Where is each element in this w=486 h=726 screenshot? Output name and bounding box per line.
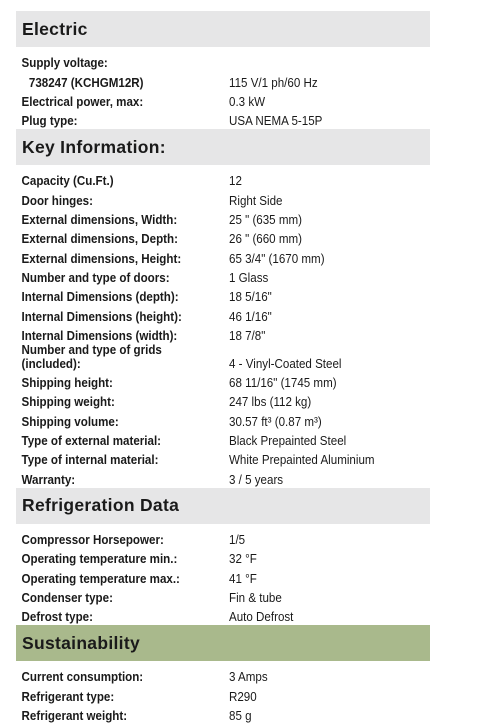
spec-label: Supply voltage:	[21, 56, 108, 71]
spec-label: Electrical power, max:	[21, 94, 144, 109]
spec-row	[16, 70, 430, 89]
spec-value: 4 - Vinyl-Coated Steel	[229, 356, 342, 371]
spec-row	[16, 188, 430, 207]
spec-label: Condenser type:	[21, 590, 113, 605]
spec-label: Internal Dimensions (height):	[21, 309, 182, 324]
spec-row	[16, 304, 430, 323]
spec-label: External dimensions, Width:	[21, 213, 178, 228]
spec-row	[16, 109, 430, 128]
spec-row	[16, 266, 430, 285]
spec-label: Refrigerant weight:	[21, 709, 128, 724]
spec-rows	[16, 524, 430, 625]
spec-label: Type of external material:	[21, 434, 162, 449]
spec-value: 1 Glass	[229, 270, 269, 285]
spec-value: Fin & tube	[229, 590, 282, 605]
spec-row	[16, 547, 430, 566]
spec-value: 18 7/8"	[229, 328, 266, 343]
spec-row	[16, 586, 430, 605]
spec-label: Type of internal material:	[21, 453, 159, 468]
spec-label: Door hinges:	[21, 193, 93, 208]
spec-value: 3 Amps	[229, 670, 268, 685]
spec-value: 68 11/16" (1745 mm)	[229, 376, 337, 391]
spec-value: 41 °F	[229, 571, 257, 586]
spec-sheet	[16, 11, 430, 724]
spec-label: Plug type:	[21, 114, 78, 129]
spec-row	[16, 169, 430, 188]
spec-row	[16, 528, 430, 547]
spec-label: Capacity (Cu.Ft.)	[21, 174, 114, 189]
spec-row	[16, 409, 430, 428]
spec-value: Auto Defrost	[229, 610, 294, 625]
spec-value: 30.57 ft³ (0.87 m³)	[229, 414, 322, 429]
spec-label: Internal Dimensions (width):	[21, 328, 178, 343]
spec-row	[16, 665, 430, 684]
spec-label: Compressor Horsepower:	[21, 532, 164, 547]
spec-value: White Prepainted Aluminium	[229, 453, 375, 468]
spec-value: 12	[229, 174, 242, 189]
spec-row	[16, 429, 430, 448]
spec-value: 85 g	[229, 709, 252, 724]
spec-label: Operating temperature min.:	[21, 552, 178, 567]
spec-value: 65 3/4" (1670 mm)	[229, 251, 325, 266]
spec-value: 1/5	[229, 532, 246, 547]
spec-label: Shipping weight:	[21, 395, 115, 410]
spec-label: Current consumption:	[21, 670, 144, 685]
spec-value: 0.3 kW	[229, 94, 266, 109]
spec-row	[16, 467, 430, 486]
spec-label: Warranty:	[21, 472, 76, 487]
section-title: Electric	[16, 11, 430, 47]
spec-rows	[16, 661, 430, 724]
section-electric	[16, 11, 430, 129]
spec-row	[16, 246, 430, 265]
spec-rows	[16, 47, 430, 129]
spec-value: Right Side	[229, 193, 283, 208]
spec-row	[16, 566, 430, 585]
spec-value: 26 " (660 mm)	[229, 232, 303, 247]
spec-value: Black Prepainted Steel	[229, 434, 347, 449]
spec-label: Refrigerant type:	[21, 689, 115, 704]
section-title: Key Information:	[16, 129, 430, 165]
spec-row	[16, 227, 430, 246]
spec-value: USA NEMA 5-15P	[229, 114, 323, 129]
spec-row	[16, 684, 430, 703]
spec-label: Operating temperature max.:	[21, 571, 180, 586]
spec-rows	[16, 165, 430, 487]
spec-label: Number and type of doors:	[21, 270, 170, 285]
spec-row	[16, 704, 430, 723]
spec-label: External dimensions, Depth:	[21, 232, 178, 247]
spec-label: Shipping volume:	[21, 414, 119, 429]
spec-row	[16, 448, 430, 467]
spec-value: 32 °F	[229, 552, 257, 567]
section-title: Sustainability	[16, 625, 430, 661]
spec-row	[16, 324, 430, 343]
spec-row	[16, 285, 430, 304]
spec-value: 18 5/16"	[229, 290, 272, 305]
spec-label: Internal Dimensions (depth):	[21, 290, 179, 305]
spec-value: 115 V/1 ph/60 Hz	[229, 75, 318, 90]
section-key-information	[16, 129, 430, 487]
spec-row	[16, 371, 430, 390]
spec-label: External dimensions, Height:	[21, 251, 182, 266]
spec-row	[16, 90, 430, 109]
spec-value: 25 " (635 mm)	[229, 213, 303, 228]
spec-value: R290	[229, 689, 257, 704]
spec-label: Defrost type:	[21, 610, 93, 625]
spec-label: Shipping height:	[21, 376, 113, 391]
spec-row	[16, 51, 430, 70]
spec-value: 46 1/16"	[229, 309, 272, 324]
spec-value: 247 lbs (112 kg)	[229, 395, 312, 410]
section-sustainability	[16, 625, 430, 724]
spec-label: Number and type of grids (included):	[21, 342, 162, 371]
section-refrigeration-data	[16, 488, 430, 625]
spec-row	[16, 208, 430, 227]
spec-value: 3 / 5 years	[229, 472, 284, 487]
spec-row	[16, 343, 430, 371]
spec-row	[16, 390, 430, 409]
spec-label: 738247 (KCHGM12R)	[28, 75, 144, 90]
spec-row	[16, 605, 430, 624]
section-title: Refrigeration Data	[16, 488, 430, 524]
